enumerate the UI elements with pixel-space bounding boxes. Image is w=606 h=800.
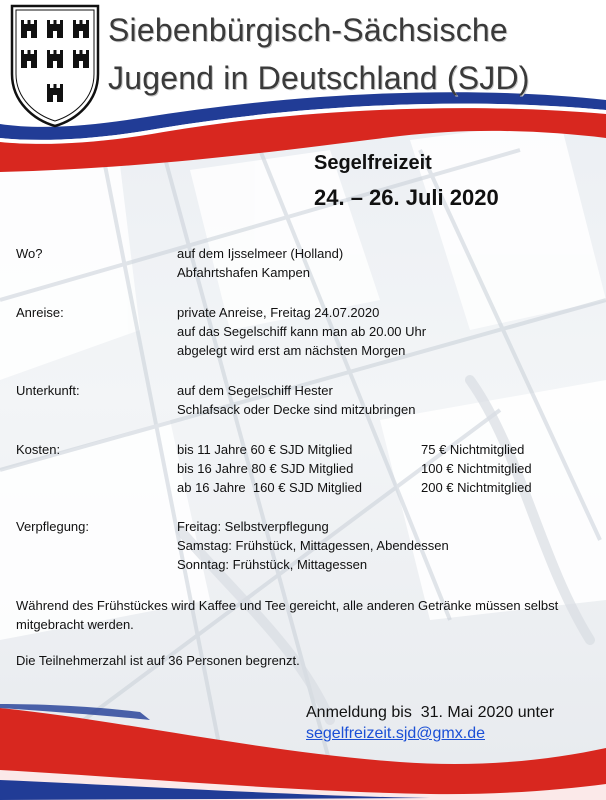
detail-line: auf dem Ijsselmeer (Holland) [177,246,344,261]
registration-email-link[interactable]: segelfreizeit.sjd@gmx.de [306,725,485,742]
detail-label: Anreise: [16,305,64,320]
cost-row [177,440,596,459]
detail-where [16,244,596,282]
detail-line: auf das Segelschiff kann man ab 20.00 Uhr [177,324,427,339]
organization-name [108,6,530,102]
detail-arrival [16,303,596,360]
detail-line: Sonntag: Frühstück, Mittagessen [177,557,368,572]
cost-row [177,459,596,478]
coat-of-arms-logo [8,2,102,128]
detail-line: Schlafsack oder Decke sind mitzubringen [177,402,416,417]
detail-label: Kosten: [16,442,61,457]
detail-label: Unterkunft: [16,383,80,398]
cost-member: bis 11 Jahre 60 € SJD Mitglied [177,442,353,457]
event-dates: 24. – 26. Juli 2020 [314,185,499,210]
detail-label: Wo? [16,246,43,261]
registration-deadline: Anmeldung bis 31. Mai 2020 unter [306,704,555,721]
cost-row [177,478,596,497]
cost-member: ab 16 Jahre 160 € SJD Mitglied [177,480,362,495]
event-details [16,244,596,574]
detail-line: private Anreise, Freitag 24.07.2020 [177,305,380,320]
detail-label: Verpflegung: [16,519,90,534]
event-title: Segelfreizeit [314,152,432,174]
organization-name-line1: Siebenbürgisch-Sächsische [108,12,508,48]
cost-nonmember: 200 € Nichtmitglied [421,480,532,495]
detail-line: abgelegt wird erst am nächsten Morgen [177,343,406,358]
detail-line: Samstag: Frühstück, Mittagessen, Abendessen [177,538,449,553]
drinks-note: Während des Frühstückes wird Kaffee und Tee gereicht, alle anderen Getränke müssen selbst mitgebracht werden. [16,598,559,632]
detail-costs [16,440,596,497]
detail-line: Abfahrtshafen Kampen [177,265,310,280]
cost-member: bis 16 Jahre 80 € SJD Mitglied [177,461,354,476]
organization-name-line2: Jugend in Deutschland (SJD) [108,60,530,96]
detail-accommodation [16,381,596,419]
detail-catering [16,517,596,574]
detail-line: auf dem Segelschiff Hester [177,383,333,398]
cost-nonmember: 75 € Nichtmitglied [421,442,525,457]
participant-limit-note: Die Teilnehmerzahl ist auf 36 Personen begrenzt. [16,653,300,668]
detail-line: Freitag: Selbstverpflegung [177,519,329,534]
cost-nonmember: 100 € Nichtmitglied [421,461,532,476]
